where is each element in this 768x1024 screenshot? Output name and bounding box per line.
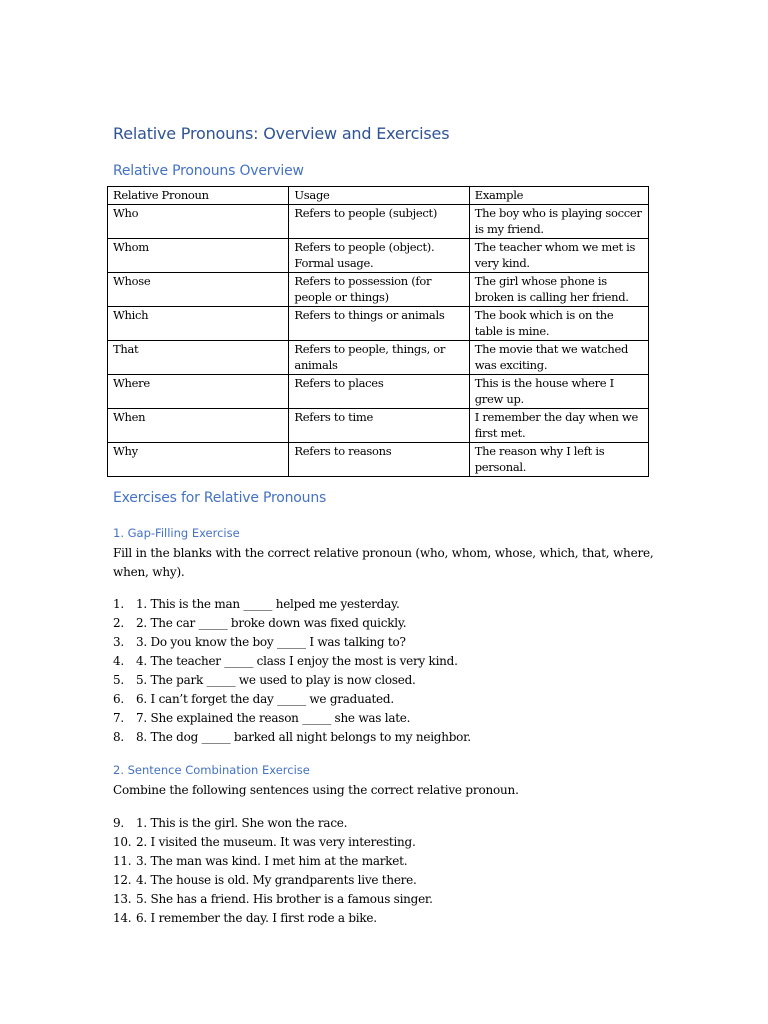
usage-cell: Refers to time bbox=[289, 409, 469, 443]
list-item bbox=[113, 871, 433, 890]
list-item-text: 2. I visited the museum. It was very interesting. bbox=[136, 835, 416, 849]
example-cell: The reason why I left is personal. bbox=[469, 443, 648, 477]
list-number: 4. bbox=[113, 654, 124, 668]
pronoun-cell: Whom bbox=[108, 239, 289, 273]
example-cell: The boy who is playing soccer is my friend. bbox=[469, 205, 648, 239]
list-item bbox=[113, 652, 471, 671]
list-number: 3. bbox=[113, 635, 124, 649]
list-item bbox=[113, 833, 433, 852]
list-item-text: 5. The park _____ we used to play is now closed. bbox=[136, 673, 416, 687]
list-item bbox=[113, 852, 433, 871]
table-row bbox=[108, 375, 649, 409]
list-number: 6. bbox=[113, 692, 124, 706]
pronoun-cell: Who bbox=[108, 205, 289, 239]
usage-cell: Refers to reasons bbox=[289, 443, 469, 477]
list-item-text: 5. She has a friend. His brother is a famous singer. bbox=[136, 892, 433, 906]
list-number: 13. bbox=[113, 892, 132, 906]
list-item-text: 1. This is the girl. She won the race. bbox=[136, 816, 348, 830]
table-row bbox=[108, 273, 649, 307]
list-number: 5. bbox=[113, 673, 124, 687]
list-item-text: 6. I remember the day. I first rode a bike. bbox=[136, 911, 377, 925]
pronoun-cell: Whose bbox=[108, 273, 289, 307]
table-row bbox=[108, 443, 649, 477]
table-row bbox=[108, 239, 649, 273]
table-row bbox=[108, 205, 649, 239]
gap-filling-instructions: Fill in the blanks with the correct relative pronoun (who, whom, whose, which, that, where, when, why). bbox=[113, 546, 654, 579]
sentence-combination-heading: 2. Sentence Combination Exercise bbox=[113, 763, 310, 777]
list-number: 2. bbox=[113, 616, 124, 630]
usage-cell: Refers to people (object). Formal usage. bbox=[289, 239, 469, 273]
list-number: 9. bbox=[113, 816, 124, 830]
gap-filling-list bbox=[113, 595, 471, 747]
list-item-text: 2. The car _____ broke down was fixed quickly. bbox=[136, 616, 407, 630]
pronoun-cell: That bbox=[108, 341, 289, 375]
list-number: 7. bbox=[113, 711, 124, 725]
list-item-text: 4. The teacher _____ class I enjoy the most is very kind. bbox=[136, 654, 458, 668]
example-cell: The book which is on the table is mine. bbox=[469, 307, 648, 341]
list-item-text: 3. The man was kind. I met him at the market. bbox=[136, 854, 408, 868]
overview-heading: Relative Pronouns Overview bbox=[113, 163, 304, 179]
list-number: 1. bbox=[113, 597, 124, 611]
usage-cell: Refers to people (subject) bbox=[289, 205, 469, 239]
usage-cell: Refers to things or animals bbox=[289, 307, 469, 341]
usage-cell: Refers to people, things, or animals bbox=[289, 341, 469, 375]
table-row bbox=[108, 341, 649, 375]
list-number: 11. bbox=[113, 854, 132, 868]
list-item bbox=[113, 633, 471, 652]
example-cell: The movie that we watched was exciting. bbox=[469, 341, 648, 375]
list-item bbox=[113, 690, 471, 709]
pronoun-cell: Why bbox=[108, 443, 289, 477]
table-header-cell: Example bbox=[469, 187, 648, 205]
list-number: 8. bbox=[113, 730, 124, 744]
list-item-text: 4. The house is old. My grandparents live there. bbox=[136, 873, 417, 887]
list-item-text: 3. Do you know the boy _____ I was talking to? bbox=[136, 635, 406, 649]
table-row bbox=[108, 409, 649, 443]
list-item-text: 7. She explained the reason _____ she was late. bbox=[136, 711, 411, 725]
list-item bbox=[113, 709, 471, 728]
list-item bbox=[113, 595, 471, 614]
list-item-text: 1. This is the man _____ helped me yesterday. bbox=[136, 597, 400, 611]
pronoun-cell: Which bbox=[108, 307, 289, 341]
table-header-row bbox=[108, 187, 649, 205]
table-header-cell: Usage bbox=[289, 187, 469, 205]
usage-cell: Refers to places bbox=[289, 375, 469, 409]
example-cell: The teacher whom we met is very kind. bbox=[469, 239, 648, 273]
list-number: 14. bbox=[113, 911, 132, 925]
list-item bbox=[113, 890, 433, 909]
example-cell: I remember the day when we first met. bbox=[469, 409, 648, 443]
sentence-combination-list bbox=[113, 814, 433, 928]
list-item-text: 8. The dog _____ barked all night belongs to my neighbor. bbox=[136, 730, 471, 744]
document-title: Relative Pronouns: Overview and Exercises bbox=[113, 124, 450, 143]
pronoun-cell: When bbox=[108, 409, 289, 443]
list-number: 10. bbox=[113, 835, 132, 849]
exercises-heading: Exercises for Relative Pronouns bbox=[113, 490, 327, 506]
example-cell: This is the house where I grew up. bbox=[469, 375, 648, 409]
sentence-combination-instructions: Combine the following sentences using the correct relative pronoun. bbox=[113, 783, 519, 797]
usage-cell: Refers to possession (for people or things) bbox=[289, 273, 469, 307]
table-header-cell: Relative Pronoun bbox=[108, 187, 289, 205]
example-cell: The girl whose phone is broken is calling her friend. bbox=[469, 273, 648, 307]
list-item-text: 6. I can’t forget the day _____ we graduated. bbox=[136, 692, 394, 706]
list-item bbox=[113, 671, 471, 690]
list-item bbox=[113, 909, 433, 928]
list-number: 12. bbox=[113, 873, 132, 887]
list-item bbox=[113, 728, 471, 747]
pronoun-cell: Where bbox=[108, 375, 289, 409]
list-item bbox=[113, 814, 433, 833]
gap-filling-heading: 1. Gap-Filling Exercise bbox=[113, 526, 240, 540]
list-item bbox=[113, 614, 471, 633]
overview-table bbox=[107, 186, 649, 477]
table-row bbox=[108, 307, 649, 341]
